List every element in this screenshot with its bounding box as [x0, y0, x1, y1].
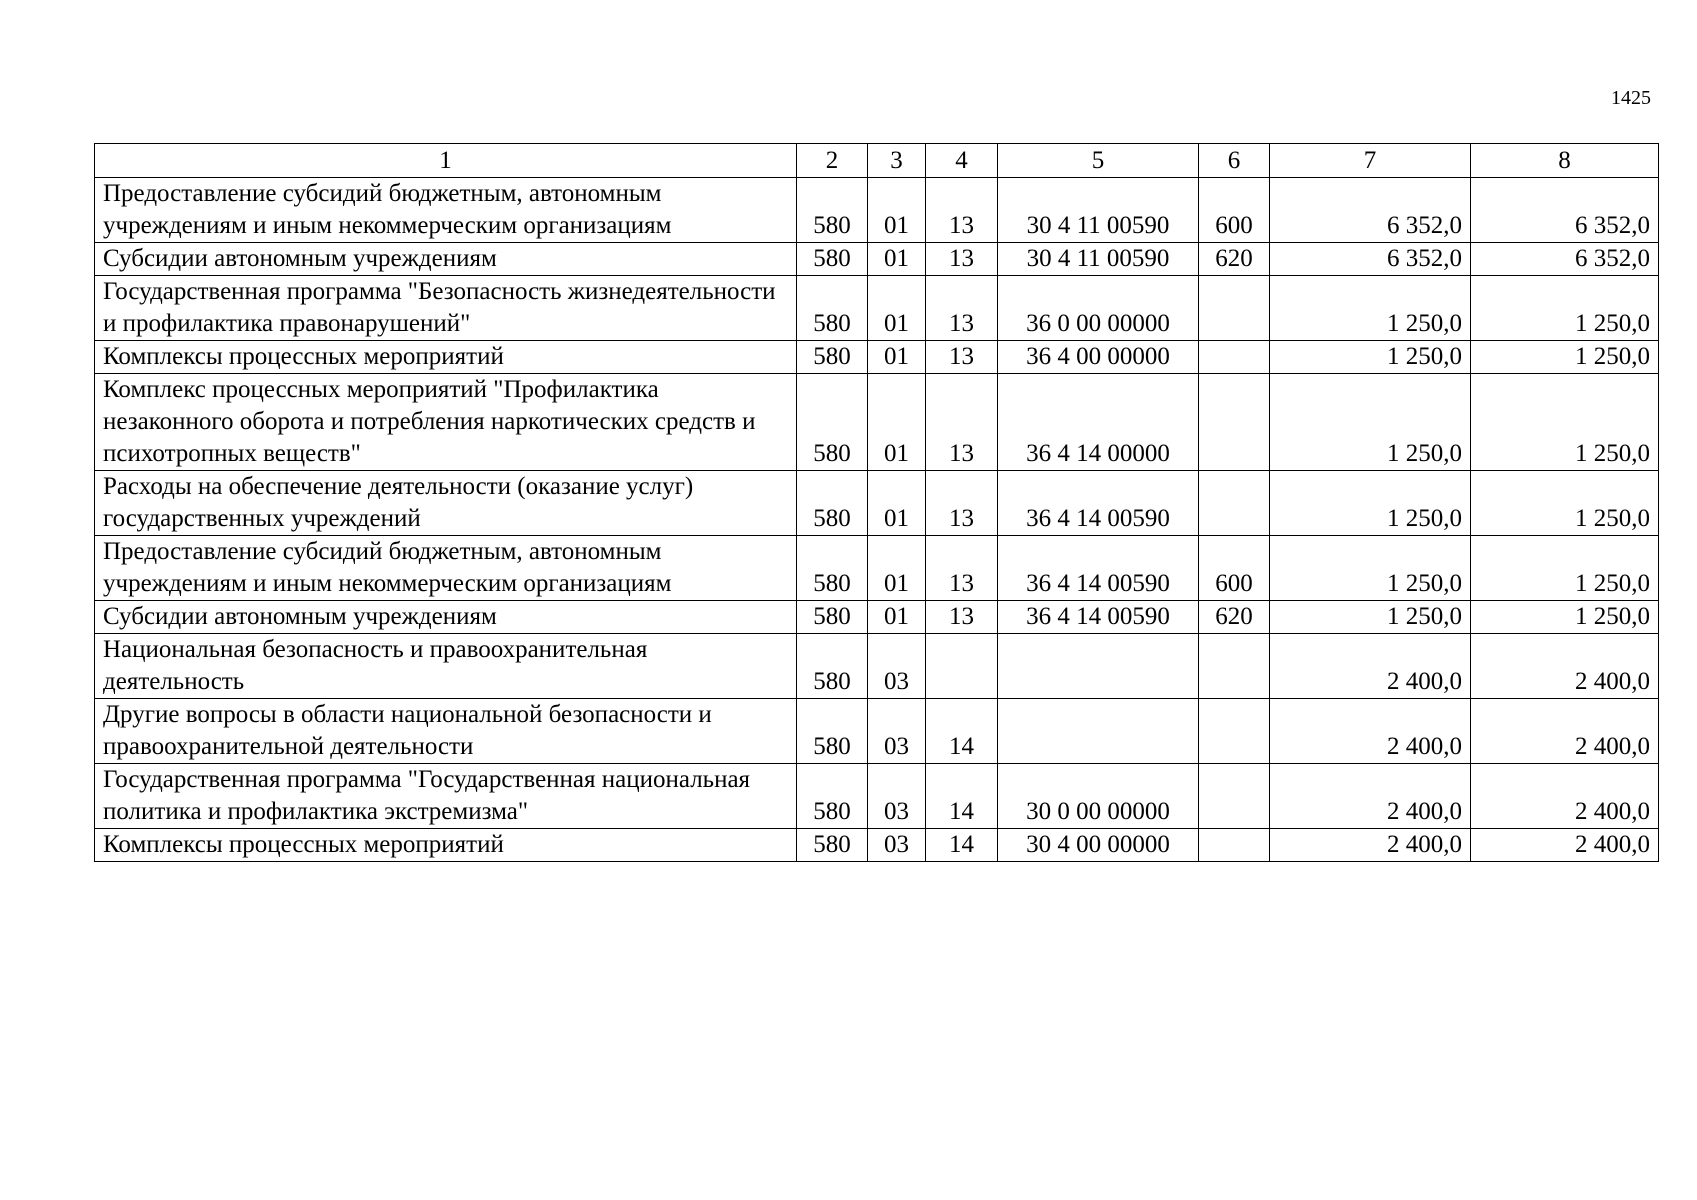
cell-section: 01 [868, 341, 926, 374]
row-name: Комплексы процессных мероприятий [95, 829, 797, 862]
cell-section: 03 [868, 764, 926, 829]
cell-ministry: 580 [797, 471, 868, 536]
cell-section: 01 [868, 243, 926, 276]
cell-target-article: 30 4 11 00590 [998, 243, 1199, 276]
row-name: Другие вопросы в области национальной безопасности и правоохранительной деятельности [95, 699, 797, 764]
cell-subsection: 13 [926, 536, 998, 601]
cell-target-article: 36 4 14 00590 [998, 471, 1199, 536]
cell-amount-2: 6 352,0 [1471, 178, 1659, 243]
cell-section: 01 [868, 536, 926, 601]
page-number: 1425 [1611, 87, 1651, 109]
cell-amount-1: 1 250,0 [1270, 471, 1471, 536]
cell-subsection: 14 [926, 829, 998, 862]
table-row [95, 829, 1659, 862]
cell-expense-type [1199, 276, 1270, 341]
budget-table [94, 143, 1659, 862]
row-name: Субсидии автономным учреждениям [95, 243, 797, 276]
cell-amount-2: 2 400,0 [1471, 699, 1659, 764]
cell-expense-type [1199, 699, 1270, 764]
row-name: Комплекс процессных мероприятий "Профилактика незаконного оборота и потребления наркотических средств и психотропных веществ" [95, 374, 797, 471]
row-name: Расходы на обеспечение деятельности (оказание услуг) государственных учреждений [95, 471, 797, 536]
table-row [95, 276, 1659, 341]
cell-ministry: 580 [797, 276, 868, 341]
row-name: Комплексы процессных мероприятий [95, 341, 797, 374]
cell-expense-type: 600 [1199, 178, 1270, 243]
cell-subsection: 13 [926, 601, 998, 634]
cell-amount-2: 1 250,0 [1471, 341, 1659, 374]
cell-target-article: 36 4 14 00000 [998, 374, 1199, 471]
cell-amount-1: 2 400,0 [1270, 764, 1471, 829]
column-header: 6 [1199, 144, 1270, 178]
table-row [95, 536, 1659, 601]
table-row [95, 764, 1659, 829]
cell-target-article: 36 4 14 00590 [998, 536, 1199, 601]
cell-ministry: 580 [797, 829, 868, 862]
cell-ministry: 580 [797, 601, 868, 634]
cell-subsection: 14 [926, 699, 998, 764]
row-name: Государственная программа "Безопасность жизнедеятельности и профилактика правонарушений" [95, 276, 797, 341]
cell-ministry: 580 [797, 699, 868, 764]
cell-subsection: 13 [926, 471, 998, 536]
cell-ministry: 580 [797, 764, 868, 829]
cell-ministry: 580 [797, 243, 868, 276]
cell-amount-1: 6 352,0 [1270, 178, 1471, 243]
table-row [95, 699, 1659, 764]
cell-subsection: 13 [926, 243, 998, 276]
cell-amount-1: 1 250,0 [1270, 341, 1471, 374]
cell-amount-2: 1 250,0 [1471, 536, 1659, 601]
cell-target-article: 36 4 00 00000 [998, 341, 1199, 374]
cell-ministry: 580 [797, 374, 868, 471]
cell-target-article: 30 4 00 00000 [998, 829, 1199, 862]
column-header: 3 [868, 144, 926, 178]
header-row [95, 144, 1659, 178]
cell-amount-2: 2 400,0 [1471, 634, 1659, 699]
table-row [95, 243, 1659, 276]
cell-amount-1: 2 400,0 [1270, 634, 1471, 699]
cell-amount-1: 6 352,0 [1270, 243, 1471, 276]
cell-subsection: 14 [926, 764, 998, 829]
column-header: 2 [797, 144, 868, 178]
column-header: 4 [926, 144, 998, 178]
cell-amount-1: 2 400,0 [1270, 699, 1471, 764]
cell-amount-2: 6 352,0 [1471, 243, 1659, 276]
cell-amount-2: 2 400,0 [1471, 764, 1659, 829]
cell-section: 01 [868, 601, 926, 634]
cell-expense-type [1199, 829, 1270, 862]
table-row [95, 601, 1659, 634]
cell-expense-type: 620 [1199, 601, 1270, 634]
cell-amount-2: 1 250,0 [1471, 276, 1659, 341]
row-name: Национальная безопасность и правоохранительная деятельность [95, 634, 797, 699]
cell-target-article [998, 699, 1199, 764]
cell-subsection: 13 [926, 178, 998, 243]
cell-section: 03 [868, 634, 926, 699]
cell-amount-1: 1 250,0 [1270, 601, 1471, 634]
cell-target-article [998, 634, 1199, 699]
table-row [95, 178, 1659, 243]
cell-subsection [926, 634, 998, 699]
table-row [95, 634, 1659, 699]
column-header: 5 [998, 144, 1199, 178]
cell-amount-2: 2 400,0 [1471, 829, 1659, 862]
cell-target-article: 36 0 00 00000 [998, 276, 1199, 341]
cell-ministry: 580 [797, 536, 868, 601]
cell-target-article: 36 4 14 00590 [998, 601, 1199, 634]
column-header: 8 [1471, 144, 1659, 178]
cell-amount-2: 1 250,0 [1471, 374, 1659, 471]
table-body [95, 178, 1659, 862]
cell-subsection: 13 [926, 374, 998, 471]
table-row [95, 341, 1659, 374]
cell-amount-1: 2 400,0 [1270, 829, 1471, 862]
cell-expense-type [1199, 471, 1270, 536]
cell-target-article: 30 4 11 00590 [998, 178, 1199, 243]
cell-section: 03 [868, 699, 926, 764]
cell-expense-type [1199, 341, 1270, 374]
table-row [95, 374, 1659, 471]
row-name: Государственная программа "Государственная национальная политика и профилактика экстремизма" [95, 764, 797, 829]
column-header: 1 [95, 144, 797, 178]
cell-expense-type [1199, 634, 1270, 699]
cell-ministry: 580 [797, 178, 868, 243]
cell-expense-type [1199, 764, 1270, 829]
row-name: Предоставление субсидий бюджетным, автономным учреждениям и иным некоммерческим организациям [95, 178, 797, 243]
cell-section: 03 [868, 829, 926, 862]
row-name: Субсидии автономным учреждениям [95, 601, 797, 634]
cell-section: 01 [868, 374, 926, 471]
cell-amount-1: 1 250,0 [1270, 536, 1471, 601]
cell-expense-type: 620 [1199, 243, 1270, 276]
cell-target-article: 30 0 00 00000 [998, 764, 1199, 829]
cell-amount-1: 1 250,0 [1270, 374, 1471, 471]
column-header: 7 [1270, 144, 1471, 178]
cell-ministry: 580 [797, 341, 868, 374]
cell-expense-type [1199, 374, 1270, 471]
cell-amount-2: 1 250,0 [1471, 601, 1659, 634]
cell-expense-type: 600 [1199, 536, 1270, 601]
cell-section: 01 [868, 276, 926, 341]
cell-section: 01 [868, 178, 926, 243]
cell-subsection: 13 [926, 276, 998, 341]
table-row [95, 471, 1659, 536]
cell-amount-1: 1 250,0 [1270, 276, 1471, 341]
cell-section: 01 [868, 471, 926, 536]
cell-ministry: 580 [797, 634, 868, 699]
row-name: Предоставление субсидий бюджетным, автономным учреждениям и иным некоммерческим организациям [95, 536, 797, 601]
cell-subsection: 13 [926, 341, 998, 374]
cell-amount-2: 1 250,0 [1471, 471, 1659, 536]
